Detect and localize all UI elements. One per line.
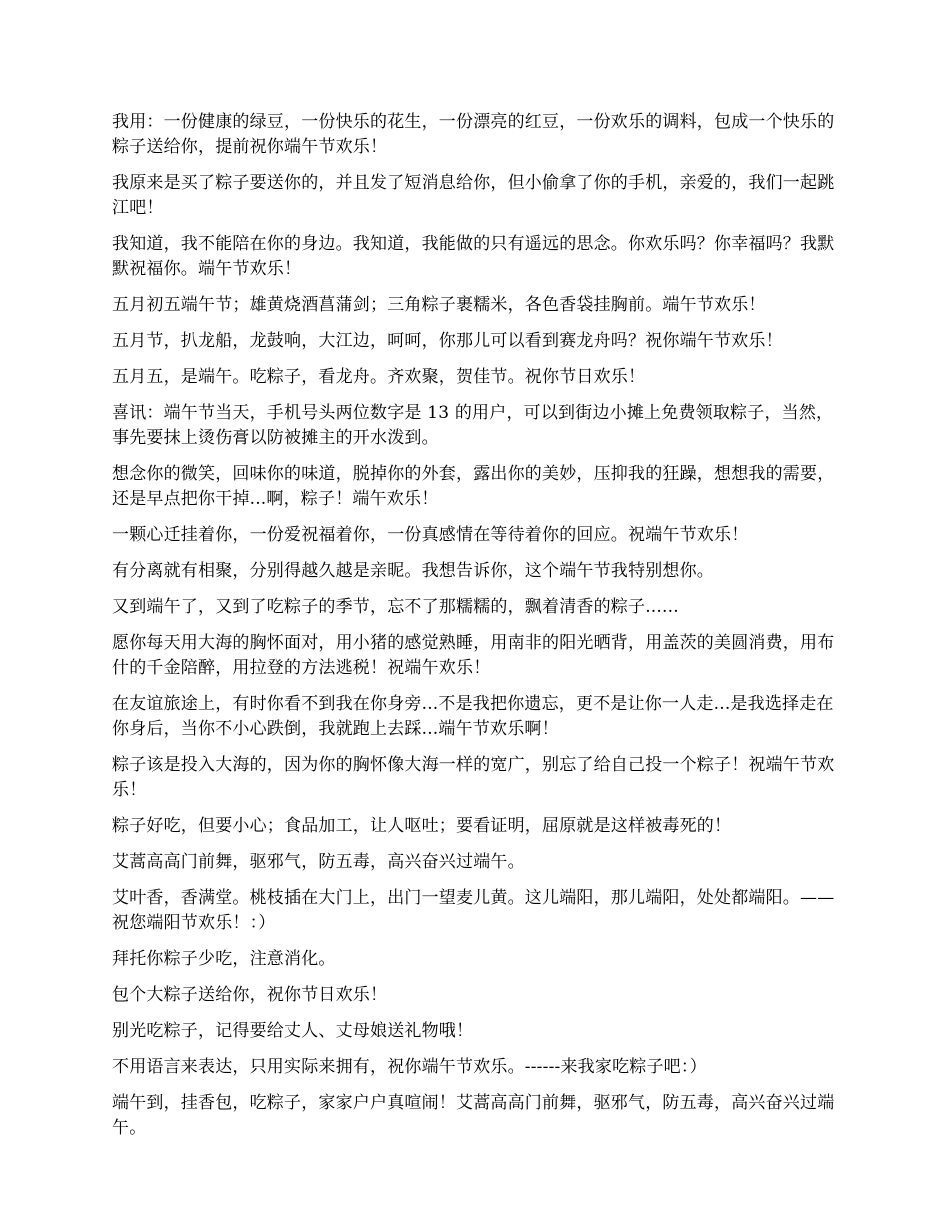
paragraph: 喜讯：端午节当天，手机号头两位数字是 13 的用户，可以到街边小摊上免费领取粽子，当然，事先要抹上烫伤膏以防被摊主的开水泼到。 xyxy=(112,403,834,448)
paragraph: 艾蒿高高门前舞，驱邪气，防五毒，高兴奋兴过端午。 xyxy=(112,852,525,872)
paragraph: 别光吃粽子，记得要给丈人、丈母娘送礼物哦！ xyxy=(112,1021,474,1041)
paragraph: 五月初五端午节；雄黄烧酒菖蒲剑；三角粽子裹糯米，各色香袋挂胸前。端午节欢乐！ xyxy=(112,295,766,315)
paragraph: 在友谊旅途上，有时你看不到我在你身旁...不是我把你遗忘，更不是让你一人走...是我选择走在你身后，当你不小心跌倒，我就跑上去踩...端午节欢乐啊！ xyxy=(112,694,834,739)
paragraph: 不用语言来表达，只用实际来拥有，祝你端午节欢乐。------来我家吃粽子吧：） xyxy=(112,1057,707,1077)
paragraph: 又到端午了，又到了吃粽子的季节，忘不了那糯糯的，飘着清香的粽子...... xyxy=(112,597,679,617)
paragraph: 五月节，扒龙船，龙鼓响，大江边，呵呵，你那儿可以看到赛龙舟吗？祝你端午节欢乐！ xyxy=(112,331,783,351)
paragraph: 端午到，挂香包，吃粽子，家家户户真喧闹！艾蒿高高门前舞，驱邪气，防五毒，高兴奋兴过端午。 xyxy=(112,1093,835,1138)
paragraph: 愿你每天用大海的胸怀面对，用小猪的感觉熟睡，用南非的阳光晒背，用盖茨的美圆消费，用布什的千金陪醉，用拉登的方法逃税！祝端午欢乐！ xyxy=(112,633,835,678)
paragraph: 想念你的微笑，回味你的味道，脱掉你的外套，露出你的美妙，压抑我的狂躁，想想我的需要，还是早点把你干掉...啊，粽子！端午欢乐！ xyxy=(112,464,835,509)
paragraph: 一颗心迁挂着你，一份爱祝福着你，一份真感情在等待着你的回应。祝端午节欢乐！ xyxy=(112,525,749,545)
paragraph: 我原来是买了粽子要送你的，并且发了短消息给你，但小偷拿了你的手机，亲爱的，我们一起跳江吧！ xyxy=(112,173,835,218)
paragraph: 粽子好吃，但要小心；食品加工，让人呕吐；要看证明，屈原就是这样被毒死的！ xyxy=(112,816,732,836)
paragraph: 有分离就有相聚，分别得越久越是亲昵。我想告诉你，这个端午节我特别想你。 xyxy=(112,561,714,581)
paragraph: 粽子该是投入大海的，因为你的胸怀像大海一样的宽广，别忘了给自己投一个粽子！祝端午节欢乐！ xyxy=(112,755,835,800)
paragraph: 艾叶香，香满堂。桃枝插在大门上，出门一望麦儿黄。这儿端阳，那儿端阳，处处都端阳。——祝您端阳节欢乐！：） xyxy=(112,888,835,933)
paragraph: 包个大粽子送给你，祝你节日欢乐！ xyxy=(112,985,388,1005)
paragraph: 拜托你粽子少吃，注意消化。 xyxy=(112,949,336,969)
paragraph: 我用：一份健康的绿豆，一份快乐的花生，一份漂亮的红豆，一份欢乐的调料，包成一个快乐的粽子送给你，提前祝你端午节欢乐！ xyxy=(112,112,835,157)
paragraph: 五月五，是端午。吃粽子，看龙舟。齐欢聚，贺佳节。祝你节日欢乐！ xyxy=(112,367,646,387)
paragraph: 我知道，我不能陪在你的身边。我知道，我能做的只有遥远的思念。你欢乐吗？你幸福吗？我默默祝福你。端午节欢乐！ xyxy=(112,234,835,279)
